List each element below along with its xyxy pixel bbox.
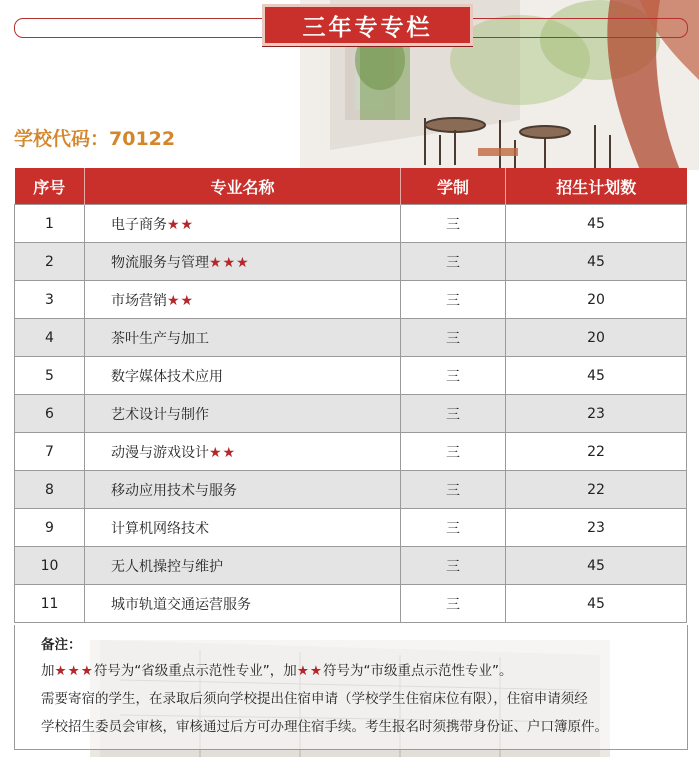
row-num: 4: [15, 319, 85, 357]
row-system: 三: [401, 547, 506, 585]
row-count: 45: [506, 585, 687, 623]
row-name: [85, 281, 401, 319]
row-system: 三: [401, 471, 506, 509]
section-banner: [262, 4, 473, 46]
row-count: 20: [506, 319, 687, 357]
row-system: 三: [401, 281, 506, 319]
major-name: 物流服务与管理: [111, 254, 209, 271]
table-row: [15, 509, 687, 547]
row-count: 45: [506, 243, 687, 281]
row-count: 23: [506, 395, 687, 433]
legend-two-stars: ★★: [296, 663, 324, 679]
row-count: 45: [506, 205, 687, 243]
star-rating: ★★: [209, 444, 237, 461]
notes-legend: [15, 657, 687, 685]
row-count: 45: [506, 547, 687, 585]
table-row: [15, 205, 687, 243]
header-count: 招生计划数: [506, 168, 687, 205]
major-name: 计算机网络技术: [111, 520, 209, 537]
table-header-row: [15, 168, 687, 205]
table-row: [15, 243, 687, 281]
row-num: 7: [15, 433, 85, 471]
row-num: 3: [15, 281, 85, 319]
legend-text-municipal: 符号为“市级重点示范性专业”。: [323, 663, 513, 679]
enrollment-table: [14, 168, 687, 623]
major-name: 市场营销: [111, 292, 167, 309]
school-code: 学校代码：70122: [14, 128, 176, 150]
row-name: [85, 357, 401, 395]
notes-title: 备注：: [41, 637, 82, 653]
table-row: [15, 547, 687, 585]
row-system: 三: [401, 509, 506, 547]
table-row: [15, 281, 687, 319]
row-system: 三: [401, 205, 506, 243]
row-name: [85, 471, 401, 509]
notes-documents-line: 学校招生委员会审核，审核通过后方可办理住宿手续。考生报名时须携带身份证、户口簿原件。: [41, 719, 608, 735]
legend-three-stars: ★★★: [54, 663, 94, 679]
major-name: 艺术设计与制作: [111, 406, 209, 423]
row-count: 23: [506, 509, 687, 547]
major-name: 茶叶生产与加工: [111, 330, 209, 347]
row-num: 10: [15, 547, 85, 585]
major-name: 动漫与游戏设计: [111, 444, 209, 461]
row-system: 三: [401, 585, 506, 623]
row-name: [85, 433, 401, 471]
major-name: 城市轨道交通运营服务: [111, 596, 251, 613]
row-name: [85, 205, 401, 243]
row-count: 22: [506, 433, 687, 471]
row-system: 三: [401, 433, 506, 471]
header-name: 专业名称: [85, 168, 401, 205]
table-row: [15, 395, 687, 433]
major-name: 无人机操控与维护: [111, 558, 223, 575]
header-system: 学制: [401, 168, 506, 205]
row-num: 11: [15, 585, 85, 623]
row-system: 三: [401, 395, 506, 433]
row-count: 45: [506, 357, 687, 395]
notes-box: [14, 625, 688, 750]
row-name: [85, 509, 401, 547]
row-name: [85, 319, 401, 357]
legend-prefix: 加: [41, 663, 55, 679]
major-name: 电子商务: [111, 216, 167, 233]
table-row: [15, 319, 687, 357]
row-num: 1: [15, 205, 85, 243]
banner-title: 三年专专栏: [302, 14, 433, 41]
row-name: [85, 243, 401, 281]
table-row: [15, 357, 687, 395]
row-name: [85, 395, 401, 433]
table-row: [15, 585, 687, 623]
star-rating: ★★: [167, 292, 195, 309]
row-num: 8: [15, 471, 85, 509]
row-num: 9: [15, 509, 85, 547]
table-row: [15, 433, 687, 471]
row-system: 三: [401, 357, 506, 395]
row-count: 20: [506, 281, 687, 319]
row-system: 三: [401, 319, 506, 357]
row-name: [85, 547, 401, 585]
legend-text-provincial: 符号为“省级重点示范性专业”，加: [93, 663, 297, 679]
row-num: 6: [15, 395, 85, 433]
row-name: [85, 585, 401, 623]
major-name: 移动应用技术与服务: [111, 482, 237, 499]
star-rating: ★★★: [209, 254, 250, 271]
row-count: 22: [506, 471, 687, 509]
notes-boarding-line: 需要寄宿的学生，在录取后须向学校提出住宿申请（学校学生住宿床位有限），住宿申请须经: [41, 691, 588, 707]
row-system: 三: [401, 243, 506, 281]
row-num: 5: [15, 357, 85, 395]
header-num: 序号: [15, 168, 85, 205]
major-name: 数字媒体技术应用: [111, 368, 223, 385]
star-rating: ★★: [167, 216, 195, 233]
row-num: 2: [15, 243, 85, 281]
table-row: [15, 471, 687, 509]
